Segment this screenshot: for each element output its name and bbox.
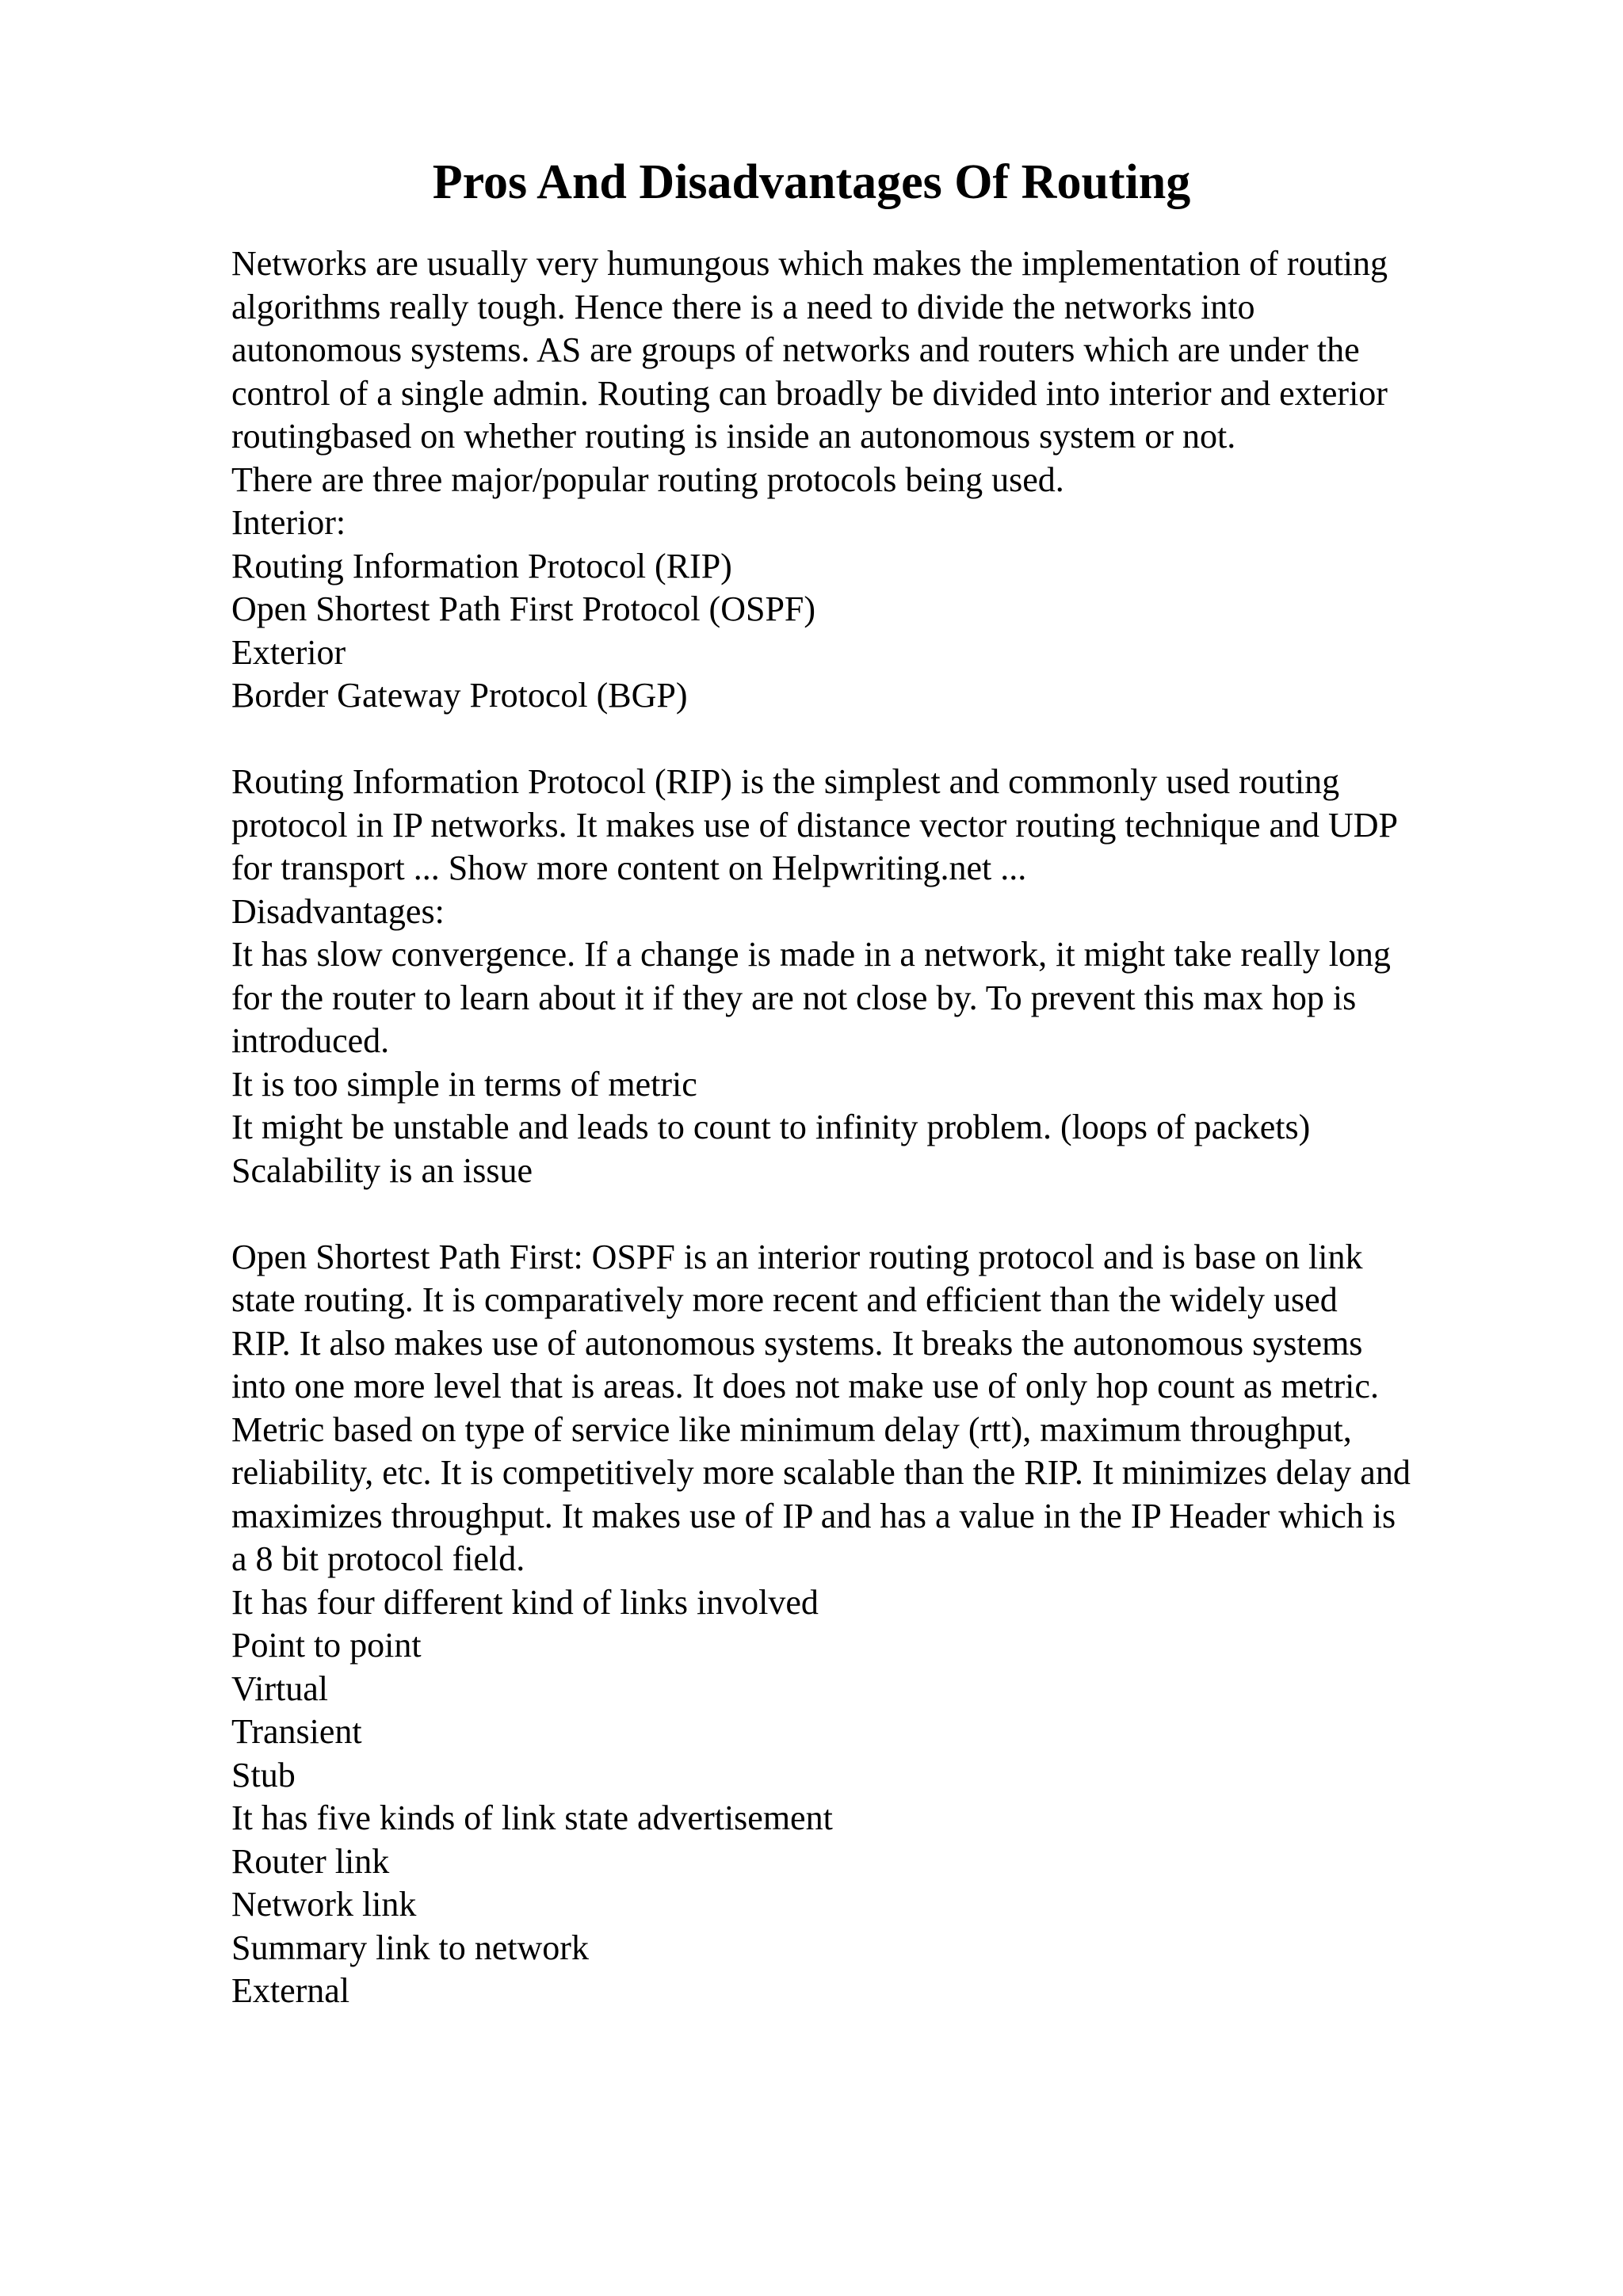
text-line: Routing Information Protocol (RIP) — [231, 546, 732, 585]
text-line: Networks are usually very humungous which makes the implementation of routing — [231, 244, 1388, 283]
text-line: for the router to learn about it if they are not close by. To prevent this max hop is — [231, 978, 1357, 1017]
text-line: Stub — [231, 1755, 296, 1794]
text-line: Interior: — [231, 503, 346, 542]
text-line: Transient — [231, 1712, 362, 1751]
text-line: algorithms really tough. Hence there is a need to divide the networks into — [231, 287, 1255, 326]
text-line: control of a single admin. Routing can broadly be divided into interior and exterior — [231, 373, 1388, 413]
text-line: RIP. It also makes use of autonomous systems. It breaks the autonomous systems — [231, 1323, 1363, 1363]
text-line: a 8 bit protocol field. — [231, 1539, 525, 1578]
intro-section — [231, 242, 1594, 718]
document-body — [231, 242, 1594, 2013]
text-line: Router link — [231, 1841, 390, 1881]
text-line: There are three major/popular routing protocols being used. — [231, 460, 1064, 499]
text-line: It might be unstable and leads to count to infinity problem. (loops of packets) — [231, 1108, 1311, 1146]
text-line: introduced. — [231, 1021, 390, 1060]
text-line: Exterior — [231, 632, 346, 672]
paragraph-gap — [231, 718, 1594, 761]
text-line: protocol in IP networks. It makes use of distance vector routing technique and UDP — [231, 805, 1399, 845]
text-line: routingbased on whether routing is inside an autonomous system or not. — [231, 417, 1236, 456]
ospf-section — [231, 1236, 1594, 2013]
text-line: Metric based on type of service like minimum delay (rtt), maximum throughput, — [231, 1409, 1352, 1449]
text-line: Summary link to network — [231, 1928, 589, 1967]
text-line: autonomous systems. AS are groups of networks and routers which are under the — [231, 330, 1360, 369]
text-line: Border Gateway Protocol (BGP) — [231, 676, 688, 715]
text-line: maximizes throughput. It makes use of IP and has a value in the IP Header which is — [231, 1496, 1396, 1535]
text-line: It has slow convergence. If a change is made in a network, it might take really long — [231, 935, 1391, 974]
page-title: Pros And Disadvantages Of Routing — [432, 155, 1191, 209]
text-line: External — [231, 1971, 350, 2010]
text-line: It is too simple in terms of metric — [231, 1064, 697, 1104]
text-line: for transport ... Show more content on Helpwriting.net ... — [231, 849, 1027, 887]
text-line: Disadvantages: — [231, 891, 445, 931]
text-line: It has four different kind of links involved — [231, 1582, 819, 1622]
text-line: into one more level that is areas. It does not make use of only hop count as metric. — [231, 1367, 1379, 1405]
text-line: Open Shortest Path First Protocol (OSPF) — [231, 589, 816, 628]
text-line: Routing Information Protocol (RIP) is the simplest and commonly used routing — [231, 762, 1340, 801]
paragraph-gap — [231, 1192, 1594, 1236]
text-line: Network link — [231, 1885, 417, 1924]
text-line: Virtual — [231, 1669, 328, 1708]
text-line: It has five kinds of link state advertisement — [231, 1798, 833, 1837]
text-line: reliability, etc. It is competitively more scalable than the RIP. It minimizes delay and — [231, 1453, 1411, 1492]
text-line: Scalability is an issue — [231, 1150, 533, 1190]
text-line: Open Shortest Path First: OSPF is an interior routing protocol and is base on link — [231, 1237, 1363, 1276]
rip-section — [231, 761, 1594, 1192]
text-line: state routing. It is comparatively more recent and efficient than the widely used — [231, 1280, 1338, 1319]
text-line: Point to point — [231, 1626, 422, 1665]
